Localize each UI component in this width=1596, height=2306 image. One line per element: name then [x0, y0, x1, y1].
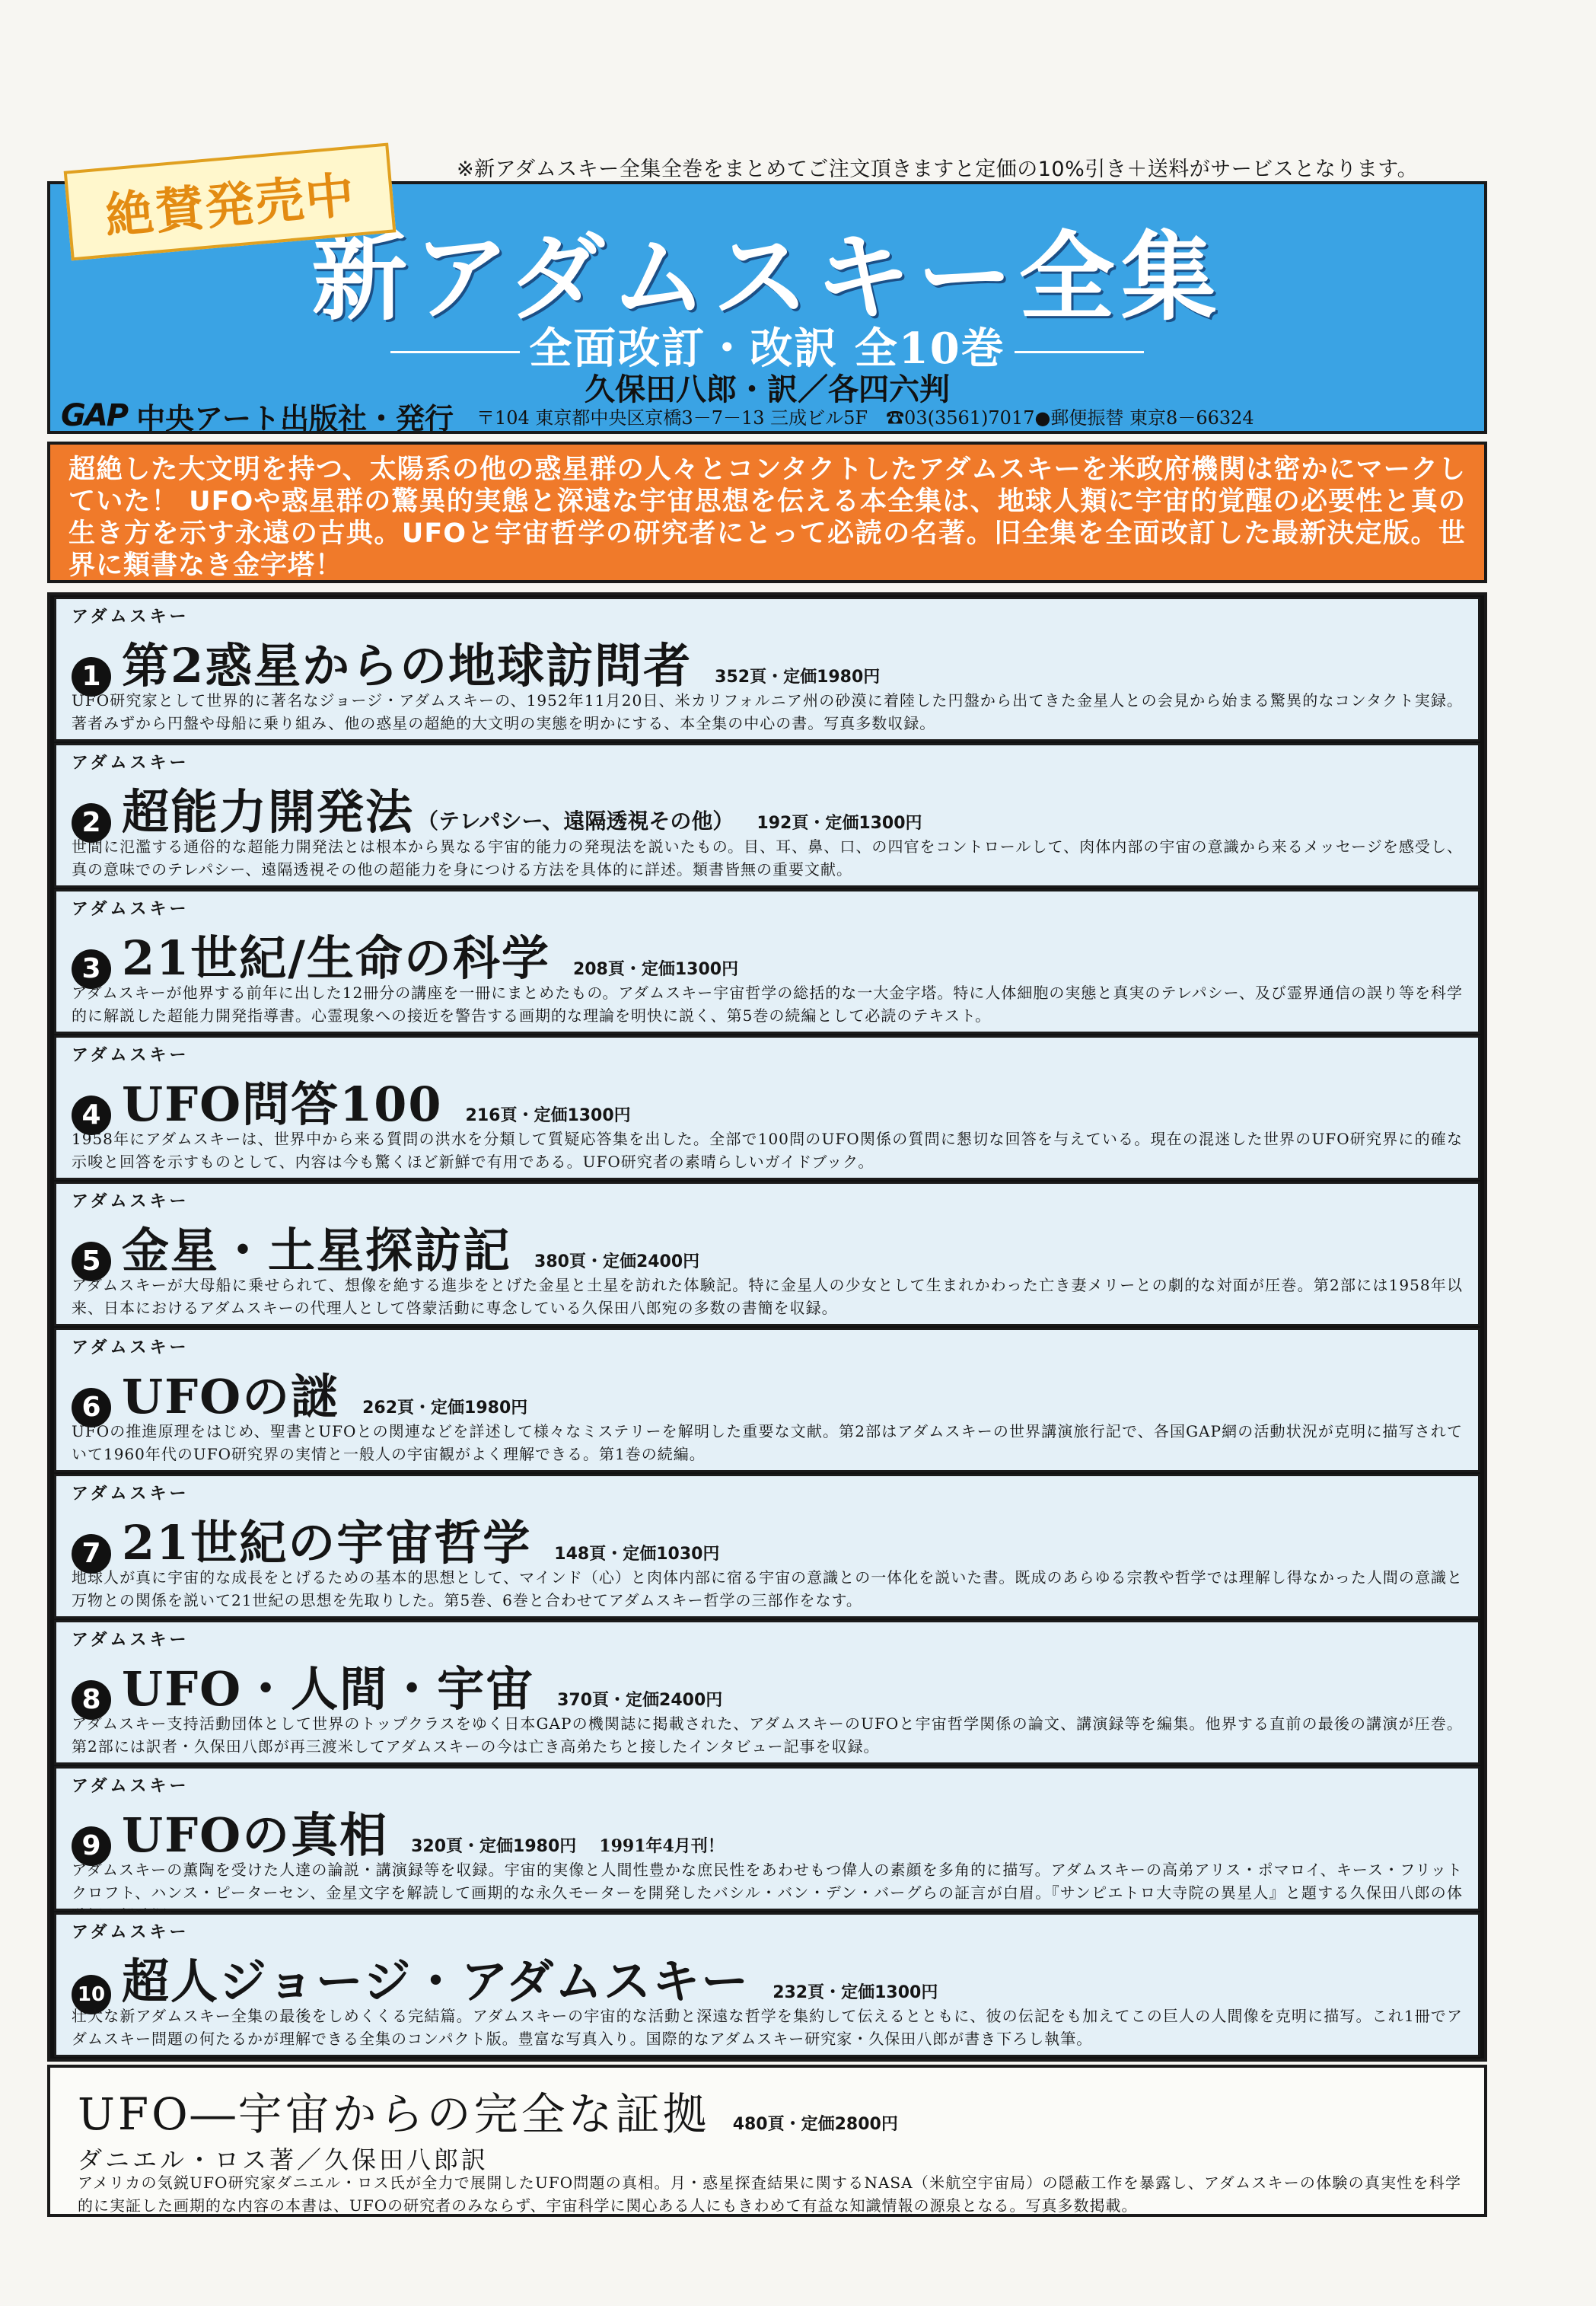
book-item	[54, 1474, 1480, 1619]
book-item	[54, 1766, 1480, 1911]
series-label: アダムスキー	[72, 1631, 190, 1650]
volume-number: 5	[72, 1242, 111, 1281]
book-item	[54, 743, 1480, 888]
series-label: アダムスキー	[72, 754, 190, 773]
book-catalog	[47, 592, 1487, 2062]
release-note: 1991年4月刊！	[599, 1836, 725, 1856]
book-title: UFO・人間・宇宙	[122, 1661, 535, 1717]
book-item	[54, 597, 1480, 742]
book-title: UFOの謎	[122, 1369, 340, 1424]
book-title-row	[72, 1651, 722, 1719]
series-label: アダムスキー	[72, 1338, 190, 1357]
book-title: 21世紀の宇宙哲学	[122, 1515, 532, 1571]
book-description: アメリカの気鋭UFO研究家ダニエル・ロス氏が全力で展開したUFO問題の真相。月・惑星探査結果に関するNASA（米航空宇宙局）の隠蔽工作を暴露し、アダムスキーの体験の真実性を科学的に実証した画期的な内容の本書は、UFOの研究者のみならず、宇宙科学に関心ある人にもきわめて有益な知識情報の源泉となる。写真多数掲載。	[78, 2174, 1461, 2215]
book-title: UFO問答100	[122, 1076, 443, 1132]
book-description: アダムスキー支持活動団体として世界のトップクラスをゆく日本GAPの機関誌に掲載された、アダムスキーのUFOと宇宙哲学関係の論文、講演録等を編集。他界する直前の最後の講演が圧巻。第2部には訳者・久保田八郎が再三渡米してアダムスキーの今は亡き高弟たちと接したインタビュー記事を収録。	[72, 1714, 1463, 1756]
page-title: 新アダムスキー全集	[311, 221, 1223, 333]
book-item	[54, 1912, 1480, 2057]
book-price: 352頁・定価1980円	[715, 668, 881, 687]
discount-note: ※新アダムスキー全集全巻をまとめてご注文頂きますと定価の10%引き＋送料がサービスとなります。	[457, 158, 1419, 181]
volume-number: 10	[72, 1975, 111, 2014]
book-title: 超能力開発法	[122, 784, 415, 840]
on-sale-badge: 絶賛発売中	[64, 143, 397, 261]
gap-logo: GAP	[61, 398, 128, 433]
publisher-address: 〒104 東京都中央区京橋3－7－13 三成ビル5F	[476, 407, 868, 429]
book-item	[54, 889, 1480, 1034]
book-description: 1958年にアダムスキーは、世界中から来る質問の洪水を分類して質疑応答集を出した。全部で100問のUFO関係の質問に懇切な回答を与えている。現在の混迷した世界のUFO研究界に的確な示唆と回答を示すものとして、内容は今も驚くほど新鮮で有用である。UFO研究者の素晴らしいガイドブック。	[72, 1130, 1463, 1171]
book-price: 262頁・定価1980円	[362, 1399, 528, 1418]
publisher-name: 中央アート出版社・発行	[136, 400, 454, 435]
book-title-row	[72, 1213, 699, 1281]
volume-number: 9	[72, 1826, 111, 1866]
book-description: 地球人が真に宇宙的な成長をとげるための基本的思想として、マインド（心）と肉体内部に宿る宇宙の意識との一体化を説いた書。既成のあらゆる宗教や哲学では理解し得なかった人間の意識と万物との関係を説いて21世紀の思想を先取りした。第5巻、6巻と合わせてアダムスキー哲学の三部作をなす。	[72, 1568, 1463, 1609]
series-label: アダムスキー	[72, 1046, 190, 1065]
series-label: アダムスキー	[72, 1485, 190, 1504]
book-description: アダムスキーの薫陶を受けた人達の論説・講演録等を収録。宇宙的実像と人間性豊かな庶民性をあわせもつ偉人の素顔を多角的に描写。アダムスキーの高弟アリス・ポマロイ、キース・フリットクロフト、ハンス・ピーターセン、金星文字を解読して画期的な永久モーターを開発したバシル・バン・デン・バーグらの証言が白眉。『サンピエトロ大寺院の異星人』と題する久保田八郎の体	[72, 1861, 1463, 1902]
book-description: UFOの推進原理をはじめ、聖書とUFOとの関連などを詳述して様々なミステリーを解明した重要な文献。第2部はアダムスキーの世界講演旅行記で、各国GAP網の活動状況が克明に描写されていて1960年代のUFO研究界の実情と一般人の宇宙観がよく理解できる。第1巻の続編。	[72, 1422, 1463, 1463]
dash-right	[1015, 351, 1144, 353]
book-description: アダムスキーが大母船に乗せられて、想像を絶する進歩をとげた金星と土星を訪れた体験記。特に金星人の少女として生まれかわった亡き妻メリーとの劇的な対面が圧巻。第2部には1958年以来、日本におけるアダムスキーの代理人として啓蒙活動に専念している久保田八郎宛の多数の書簡を収録。	[72, 1276, 1463, 1317]
volume-number: 8	[72, 1680, 111, 1720]
book-price: 370頁・定価2400円	[557, 1691, 723, 1710]
book-item	[54, 1328, 1480, 1472]
volume-number: 4	[72, 1096, 111, 1135]
series-label: アダムスキー	[72, 608, 190, 627]
book-price: 480頁・定価2800円	[732, 2115, 898, 2134]
book-title-row	[72, 1944, 938, 2011]
book-description: UFO研究家として世界的に著名なジョージ・アダムスキーの、1952年11月20日、米カリフォルニア州の砂漠に着陸した円盤から出てきた金星人との会見から始まる驚異的なコンタクト実録。著者みずから円盤や母船に乗り組み、他の惑星の超絶的大文明の実態を明かにする、本全集の中心の書。写真多数収録。	[72, 691, 1463, 732]
book-item	[54, 1620, 1480, 1765]
book-description: 世間に氾濫する通俗的な超能力開発法とは根本から異なる宇宙的能力の発現法を説いたもの。目、耳、鼻、口、の四官をコントロールして、肉体内部の宇宙の意識から来るメッセージを感受し、真の意味でのテレパシー、遠隔透視その他の超能力を身につける方法を具体的に詳述。類書皆無の重要文献。	[72, 837, 1463, 879]
publisher-phone: ☎03(3561)7017●郵便振替 東京8－66324	[886, 407, 1254, 429]
dash-left	[390, 351, 520, 353]
book-subtitle: （テレパシー、遠隔透視その他）	[417, 809, 734, 834]
book-item	[54, 1182, 1480, 1326]
book-item	[54, 1035, 1480, 1180]
volume-number: 6	[72, 1388, 111, 1427]
book-title-row	[72, 920, 738, 988]
volume-number: 2	[72, 803, 111, 843]
book-title: UFOの真相	[122, 1807, 389, 1863]
intro-text: 超絶した大文明を持つ、太陽系の他の惑星群の人々とコンタクトしたアダムスキーを米政府機関は密かにマークしていた！ UFOや惑星群の驚異的実態と深遠な宇宙思想を伝える本全集は、地球人類に宇宙的覚醒の必要性と真の生き方を示す永遠の古典。UFOと宇宙哲学の研究者にとって必読の名著。旧全集を全面改訂した最新決定版。世界に類書なき金字塔！	[47, 442, 1487, 583]
translator-line: 久保田八郎・訳／各四六判	[585, 372, 950, 407]
book-title: UFO―宇宙からの完全な証拠	[78, 2088, 710, 2140]
book-description: アダムスキーが他界する前年に出した12冊分の講座を一冊にまとめたもの。アダムスキー宇宙哲学の総括的な一大金字塔。特に人体細胞の実態と真実のテレパシー、及び霊界通信の誤り等を科学的に解説した超能力開発指導書。心霊現象への接近を警告する画期的な理論を明快に説く、第5巻の続編として必読のテキスト。	[72, 984, 1463, 1025]
book-title-row	[72, 774, 922, 842]
book-price: 148頁・定価1030円	[554, 1545, 720, 1564]
book-price: 208頁・定価1300円	[572, 960, 739, 979]
volume-number: 1	[72, 657, 111, 697]
book-title: 第2惑星からの地球訪問者	[122, 638, 693, 694]
book-title: 超人ジョージ・アダムスキー	[122, 1954, 750, 2009]
series-label: アダムスキー	[72, 1192, 190, 1211]
book-title-row	[72, 1067, 631, 1134]
book-title-row	[72, 1797, 725, 1865]
series-label: アダムスキー	[72, 900, 190, 919]
book-title: 21世紀/生命の科学	[122, 930, 550, 986]
featured-book	[47, 2065, 1487, 2217]
book-price: 192頁・定価1300円	[757, 814, 922, 833]
series-label: アダムスキー	[72, 1923, 190, 1942]
series-label: アダムスキー	[72, 1777, 190, 1796]
book-author: ダニエル・ロス著／久保田八郎訳	[78, 2145, 489, 2174]
book-price: 320頁・定価1980円	[411, 1837, 577, 1856]
book-price: 216頁・定価1300円	[465, 1106, 631, 1125]
publisher-row	[61, 398, 1475, 435]
subtitle-text: 全面改訂・改訳 全10巻	[529, 324, 1005, 374]
book-title: 金星・土星探訪記	[122, 1223, 512, 1278]
book-title-row	[72, 1359, 527, 1427]
volume-number: 7	[72, 1534, 111, 1574]
book-title-row	[72, 1505, 719, 1573]
book-price: 380頁・定価2400円	[534, 1252, 700, 1271]
volume-number: 3	[72, 949, 111, 989]
book-title-row	[72, 628, 880, 696]
book-price: 232頁・定価1300円	[773, 1983, 938, 2002]
book-description: 壮大な新アダムスキー全集の最後をしめくくる完結篇。アダムスキーの宇宙的な活動と深遠な哲学を集約して伝えるとともに、彼の伝記をも加えてこの巨人の人間像を克明に描写。これ1冊でアダムスキー問題の何たるかが理解できる全集のコンパクト版。豊富な写真入り。国際的なアダムスキー研究家・久保田八郎が書き下ろし執筆。	[72, 2007, 1463, 2048]
book-title-row	[78, 2078, 898, 2142]
